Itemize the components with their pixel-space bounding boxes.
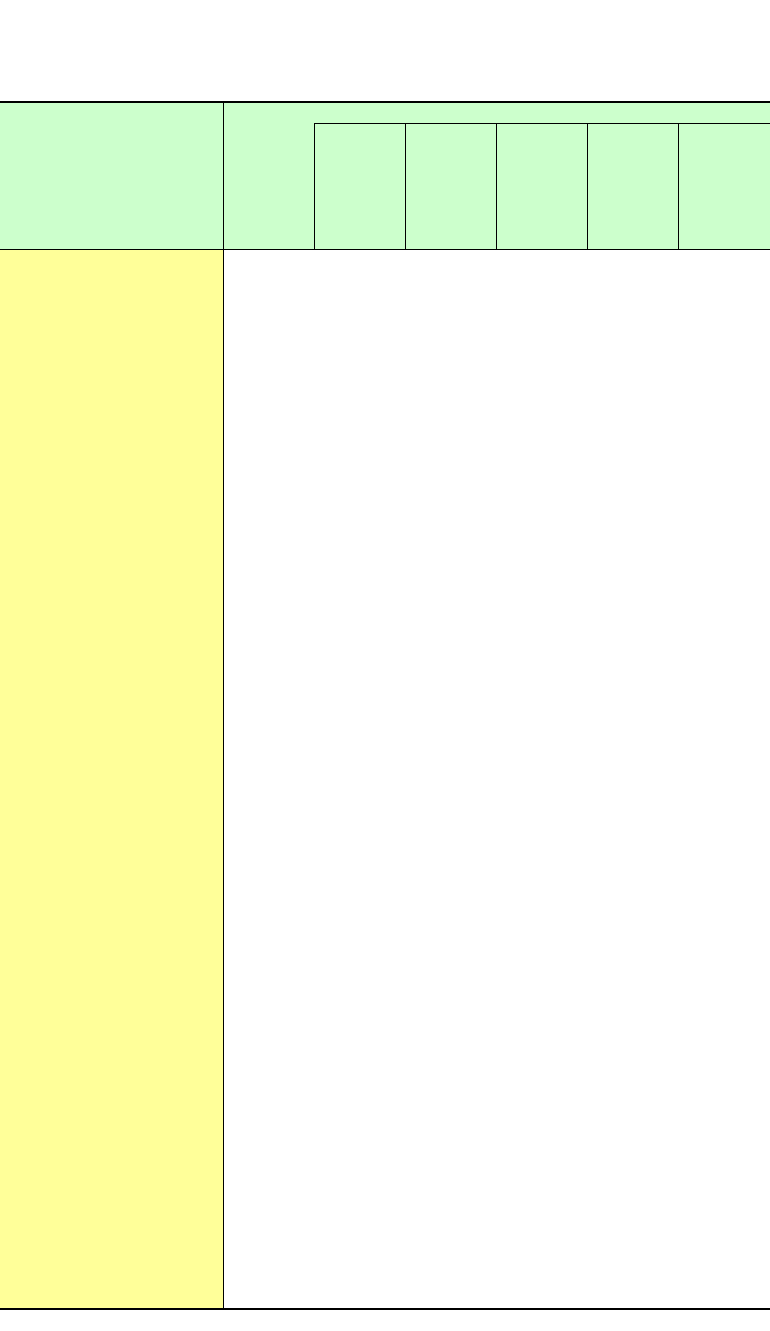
header-subrule	[314, 123, 770, 124]
top-rule	[0, 101, 770, 103]
header-divider	[496, 123, 497, 250]
header-divider	[405, 123, 406, 250]
bottom-rule	[0, 1308, 770, 1310]
stub-divider	[223, 102, 224, 1308]
table-header-background	[0, 102, 770, 250]
header-divider	[678, 123, 679, 250]
stub-column-background	[0, 250, 223, 1308]
header-divider	[314, 123, 315, 250]
header-bottom-rule	[0, 249, 770, 250]
header-divider	[587, 123, 588, 250]
